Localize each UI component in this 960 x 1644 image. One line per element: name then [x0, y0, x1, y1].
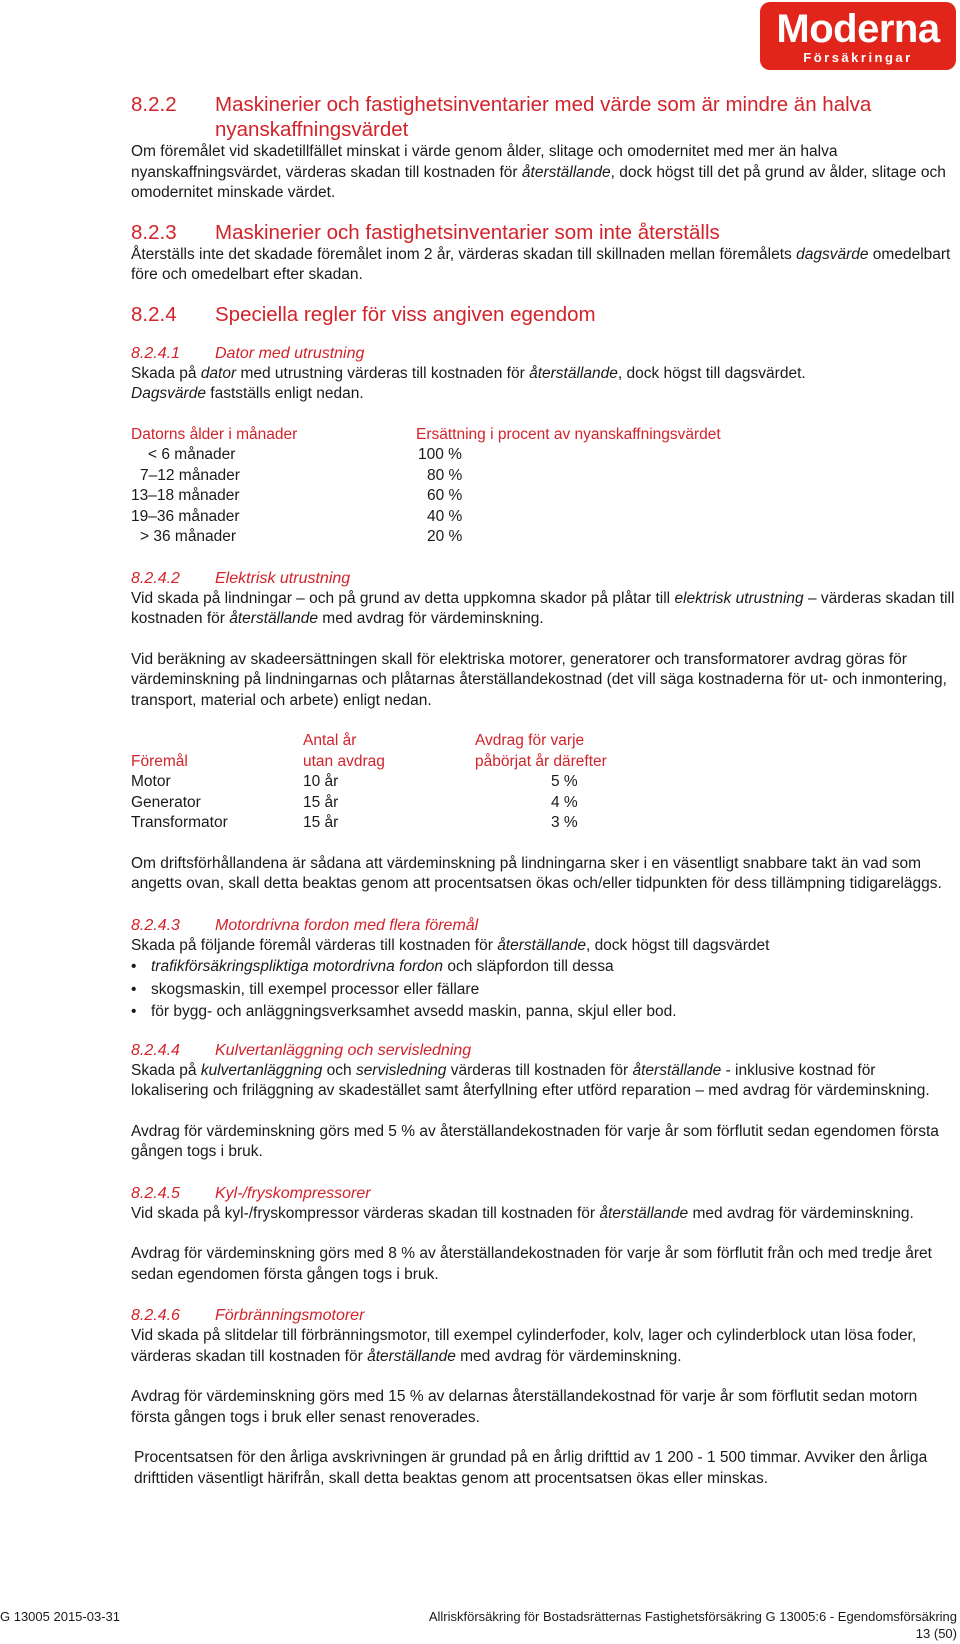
italic-text: dator [200, 364, 237, 382]
table-header-row [131, 425, 721, 446]
heading-title: Maskinerier och fastighetsinventarier med värde som är mindre än halva nyanskaffningsvärdet [215, 93, 872, 141]
table-cell: 15 år [303, 793, 339, 811]
text: Skada på [131, 1061, 201, 1079]
table-cell: Motor [131, 773, 171, 790]
table-row [131, 813, 607, 834]
paragraph [131, 364, 957, 405]
column-header: Antal år [303, 732, 357, 749]
heading-number: 8.2.4.6 [131, 1307, 180, 1324]
italic-text: servisledning [355, 1061, 447, 1079]
paragraph: Avdrag för värdeminskning görs med 8 % av återställandekostnaden för varje år som förflutit från och med tredje året sedan egendomen första gången togs i bruk. [131, 1245, 932, 1283]
text: värderas till kostnaden för [446, 1061, 633, 1079]
heading-number: 8.2.4.3 [131, 916, 180, 934]
italic-text: återställande [367, 1347, 456, 1365]
bullet-icon: • [131, 980, 137, 998]
table-cell: 19–36 månader [131, 507, 240, 525]
paragraph: Avdrag för värdeminskning görs med 15 % av delarnas återställandekostnad för varje år som förflutit sedan motorn första gången togs i bruk eller senast renoverades. [131, 1388, 918, 1426]
paragraph [131, 245, 957, 286]
italic-text: elektrisk utrustning [674, 589, 804, 607]
table-cell: 40 % [427, 507, 463, 525]
italic-text: återställande [529, 364, 618, 382]
paragraph [131, 589, 957, 630]
paragraph [131, 142, 957, 204]
table-row [131, 527, 721, 548]
column-header: Ersättning i procent av nyanskaffningsvärdet [416, 425, 721, 443]
text: Skada på [131, 364, 201, 382]
text: med utrustning värderas till kostnaden för [236, 364, 530, 382]
heading-8-2-4-6 [131, 1305, 957, 1326]
footer-title: Allriskförsäkring för Bostadsrätternas Fastighetsförsäkring G 13005:6 - Egendomsförsäkring [428, 1609, 957, 1624]
italic-text: dagsvärde [796, 245, 869, 263]
list-item [131, 956, 957, 979]
table-cell: 15 år [303, 814, 339, 831]
heading-title: Motordrivna fordon med flera föremål [215, 916, 479, 934]
table-cell: > 36 månader [140, 528, 237, 545]
paragraph [131, 936, 957, 957]
column-header: påbörjat år därefter [475, 752, 607, 770]
list-item [131, 1001, 957, 1024]
text: Vid skada på slitdelar till förbränningsmotor, till exempel cylinderfoder, kolv, lager och cylinderblock utan lösa foder, värderas skadan till kostnaden för [131, 1327, 917, 1365]
heading-title: Speciella regler för viss angiven egendom [215, 302, 596, 326]
table-row [131, 466, 721, 487]
paragraph: Vid beräkning av skadeersättningen skall för elektriska motorer, generatorer och transformatorer avdrag göras för värdeminskning på lindningarnas och plåtarnas återställandekostnad (det vill säga kostnaderna för ut- och inmontering, transport, material och arbete) enligt nedan. [131, 650, 947, 709]
italic-text: återställande [521, 163, 611, 181]
paragraph: Om driftsförhållandena är sådana att värdeminskning på lindningarna sker i en väsentligt snabbare takt än vad som angetts ovan, skall detta beaktas genom att procentsatsen ökas och/eller tidpunkten för dess tillämpning tidigareläggs. [131, 854, 942, 892]
table-cell: Transformator [131, 814, 228, 831]
table-header-row [131, 731, 607, 752]
table-cell: 60 % [427, 487, 463, 504]
column-header [131, 731, 303, 752]
table-cell: 5 % [551, 773, 578, 790]
table-row [131, 486, 721, 507]
table-cell: 10 år [303, 773, 339, 790]
heading-title: Kyl-/fryskompressorer [215, 1184, 371, 1202]
logo-sub-text: Försäkringar [803, 50, 913, 65]
heading-number: 8.2.4 [131, 302, 177, 326]
text: , dock högst till dagsvärdet [585, 936, 770, 954]
text: Skada på följande föremål värderas till kostnaden för [131, 936, 498, 954]
text: och [322, 1061, 356, 1079]
table-cell: 13–18 månader [131, 487, 240, 504]
text: Vid skada på kyl-/fryskompressor värderas skadan till kostnaden för [131, 1204, 600, 1222]
table-cell: 3 % [551, 814, 578, 831]
heading-8-2-4-2 [131, 568, 957, 589]
heading-title: Dator med utrustning [215, 344, 365, 362]
heading-8-2-4-4 [131, 1040, 957, 1061]
computer-age-table [131, 425, 721, 548]
heading-8-2-4 [131, 302, 957, 327]
text: med avdrag för värdeminskning. [455, 1347, 682, 1365]
heading-8-2-3 [131, 220, 957, 245]
list-item [131, 979, 957, 1002]
table-cell: Generator [131, 793, 201, 811]
text: – värderas skadan till kostnaden för [131, 589, 955, 627]
text: för bygg- och anläggningsverksamhet avsedd maskin, panna, skjul eller bod. [151, 1003, 677, 1020]
text: , dock högst till dagsvärdet. [617, 364, 806, 382]
heading-number: 8.2.4.4 [131, 1041, 180, 1059]
italic-text: kulvertanläggning [200, 1061, 323, 1079]
heading-title: Elektrisk utrustning [215, 569, 351, 587]
text: skogsmaskin, till exempel processor eller fällare [151, 980, 480, 998]
table-cell: 80 % [427, 466, 463, 484]
italic-text: återställande [229, 610, 318, 627]
heading-title: Kulvertanläggning och servisledning [215, 1041, 472, 1059]
heading-number: 8.2.4.2 [131, 569, 180, 587]
table-cell: 4 % [551, 793, 578, 811]
table-row [131, 507, 721, 528]
table-cell: < 6 månader [148, 446, 236, 463]
logo-brand-text: Moderna [776, 7, 940, 51]
text: Vid skada på lindningar – och på grund av detta uppkomna skador på plåtar till [131, 589, 675, 607]
moderna-logo [760, 2, 956, 70]
bullet-icon: • [131, 1003, 137, 1020]
paragraph: Procentsatsen för den årliga avskrivningen är grundad på en årlig drifttid av 1 200 - 1 500 timmar. Avviker den årliga drifttiden väsentligt härifrån, skall detta beaktas genom att procentsatsen ökas eller minskas. [134, 1449, 928, 1487]
paragraph [131, 1061, 957, 1102]
italic-text: Dagsvärde [131, 385, 206, 402]
heading-8-2-4-3 [131, 915, 957, 936]
bullet-list [131, 956, 957, 1024]
table-row [131, 793, 607, 814]
text: fastställs enligt nedan. [205, 385, 364, 402]
paragraph [131, 1204, 957, 1225]
heading-number: 8.2.4.5 [131, 1184, 180, 1202]
table-header-row [131, 752, 607, 773]
table-row [131, 772, 607, 793]
text: med avdrag för värdeminskning. [318, 610, 544, 627]
italic-text: trafikförsäkringspliktiga motordrivna fordon [151, 958, 444, 975]
heading-8-2-2 [131, 92, 957, 142]
bullet-icon: • [131, 958, 137, 975]
main-content [131, 92, 957, 1489]
text: Återställs inte det skadade föremålet inom 2 år, värderas skadan till skillnaden mellan föremålets [131, 245, 797, 263]
italic-text: återställande [599, 1204, 689, 1222]
table-cell: 20 % [427, 528, 463, 545]
column-header: Föremål [131, 752, 188, 770]
text: och släpfordon till dessa [443, 958, 614, 975]
heading-number: 8.2.2 [131, 93, 177, 116]
text: , dock högst till det på grund av ålder, slitage och omodernitet minskade värdet. [131, 163, 946, 201]
paragraph [131, 1326, 957, 1367]
table-row [131, 445, 721, 466]
footer-doc-id: G 13005 2015-03-31 [0, 1609, 120, 1624]
column-header: Datorns ålder i månader [131, 425, 298, 443]
column-header: Avdrag för varje [475, 732, 585, 749]
heading-number: 8.2.3 [131, 220, 177, 244]
paragraph: Avdrag för värdeminskning görs med 5 % av återställandekostnaden för varje år som förflutit sedan egendomen första gången togs i bruk. [131, 1122, 939, 1160]
deduction-table [131, 731, 607, 834]
italic-text: återställande [497, 936, 586, 954]
italic-text: återställande [632, 1061, 722, 1079]
heading-8-2-4-5 [131, 1183, 957, 1204]
text: omedelbart före och omedelbart efter skadan. [131, 245, 951, 283]
heading-title: Maskinerier och fastighetsinventarier som inte återställs [215, 220, 720, 244]
text: med avdrag för värdeminskning. [688, 1204, 914, 1222]
table-cell: 100 % [418, 446, 462, 463]
text: Om föremålet vid skadetillfället minskat i värde genom ålder, slitage och omodernitet med mer än halva nyanskaffningsvärdet, värderas skadan till kostnaden för [131, 143, 838, 181]
heading-number: 8.2.4.1 [131, 344, 180, 362]
column-header: utan avdrag [303, 752, 385, 770]
page-number: 13 (50) [915, 1626, 957, 1641]
heading-title: Förbränningsmotorer [215, 1307, 365, 1324]
table-cell: 7–12 månader [140, 466, 240, 484]
text: - inklusive kostnad för lokalisering och friläggning av skadestället samt återfyllning efter utförd reparation – med avdrag för värdeminskning. [131, 1061, 930, 1099]
heading-8-2-4-1 [131, 343, 957, 364]
